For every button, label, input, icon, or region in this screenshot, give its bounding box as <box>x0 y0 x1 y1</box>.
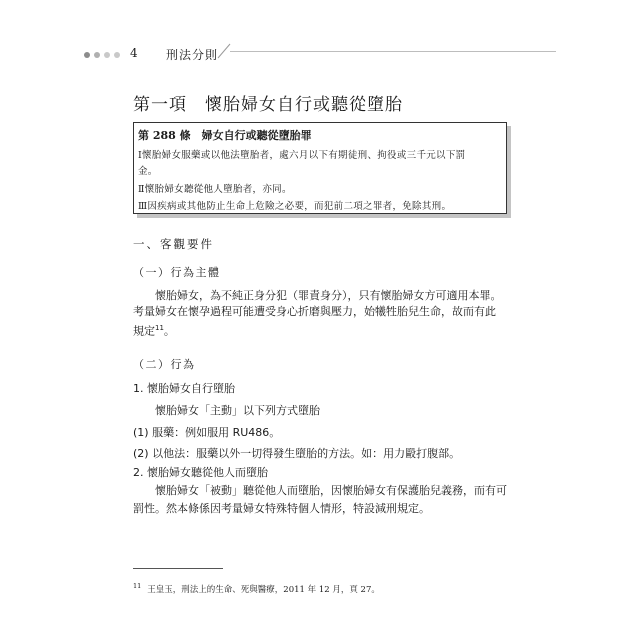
list-item-desc: 懷胎婦女「主動」以下列方式墮胎 <box>155 404 320 417</box>
footnote <box>133 582 380 595</box>
list-item: (1) 服藥：例如服用 RU486。 <box>133 426 281 439</box>
paragraph-line-text: 規定 <box>133 324 155 338</box>
page-number: 4 <box>130 46 138 60</box>
list-item: 1. 懷胎婦女自行墮胎 <box>133 382 235 395</box>
footnote-text: 王皇玉，刑法上的生命、死與醫療，2011 年 12 月，頁 27。 <box>147 584 380 595</box>
paragraph-line: 懷胎婦女「被動」聽從他人而墮胎，因懷胎婦女有保護胎兒義務，而有可 <box>155 484 507 497</box>
statute-line: 金。 <box>138 166 158 177</box>
dot-icon <box>104 52 110 58</box>
paragraph-line: 規定$^{11}$。 <box>133 324 175 338</box>
statute-line: Ⅰ懷胎婦女服藥或以他法墮胎者，處六月以下有期徒刑、拘役或三千元以下罰 <box>138 150 466 161</box>
running-head: 刑法分則 <box>166 48 219 62</box>
header-dots-decoration <box>84 52 120 58</box>
dot-icon <box>114 52 120 58</box>
heading-objective-elements: 一、客觀要件 <box>133 237 214 251</box>
dot-icon <box>94 52 100 58</box>
list-item: 2. 懷胎婦女聽從他人而墮胎 <box>133 466 268 479</box>
statute-box <box>133 122 507 214</box>
statute-heading: 第 288 條 婦女自行或聽從墮胎罪 <box>138 129 312 142</box>
heading-subject: （一）行為主體 <box>133 266 221 279</box>
statute-line: Ⅲ因疾病或其他防止生命上危險之必要，而犯前二項之罪者，免除其刑。 <box>138 201 452 212</box>
paragraph-line: 罰性。然本條係因考量婦女特殊特個人情形，特設減刑規定。 <box>133 502 430 515</box>
section-title: 第一項 懷胎婦女自行或聽從墮胎 <box>133 95 403 115</box>
paragraph-line: 懷胎婦女，為不純正身分犯（罪責身分），只有懷胎婦女方可適用本罪。 <box>155 289 502 302</box>
statute-line: Ⅱ懷胎婦女聽從他人墮胎者，亦同。 <box>138 184 292 195</box>
header-rule <box>230 51 556 52</box>
footnote-number: 11 <box>133 582 142 590</box>
dot-icon <box>84 52 90 58</box>
heading-act: （二）行為 <box>133 358 196 371</box>
footnote-ref[interactable]: 11 <box>155 324 164 332</box>
list-item: (2) 以他法：服藥以外一切得發生墮胎的方法。如：用力毆打腹部。 <box>133 447 461 460</box>
paragraph-line: 考量婦女在懷孕過程可能遭受身心折磨與壓力，始犧牲胎兒生命，故而有此 <box>133 305 496 318</box>
act-paragraph <box>133 483 513 517</box>
subject-paragraph <box>133 288 513 340</box>
footnote-rule <box>133 568 223 569</box>
